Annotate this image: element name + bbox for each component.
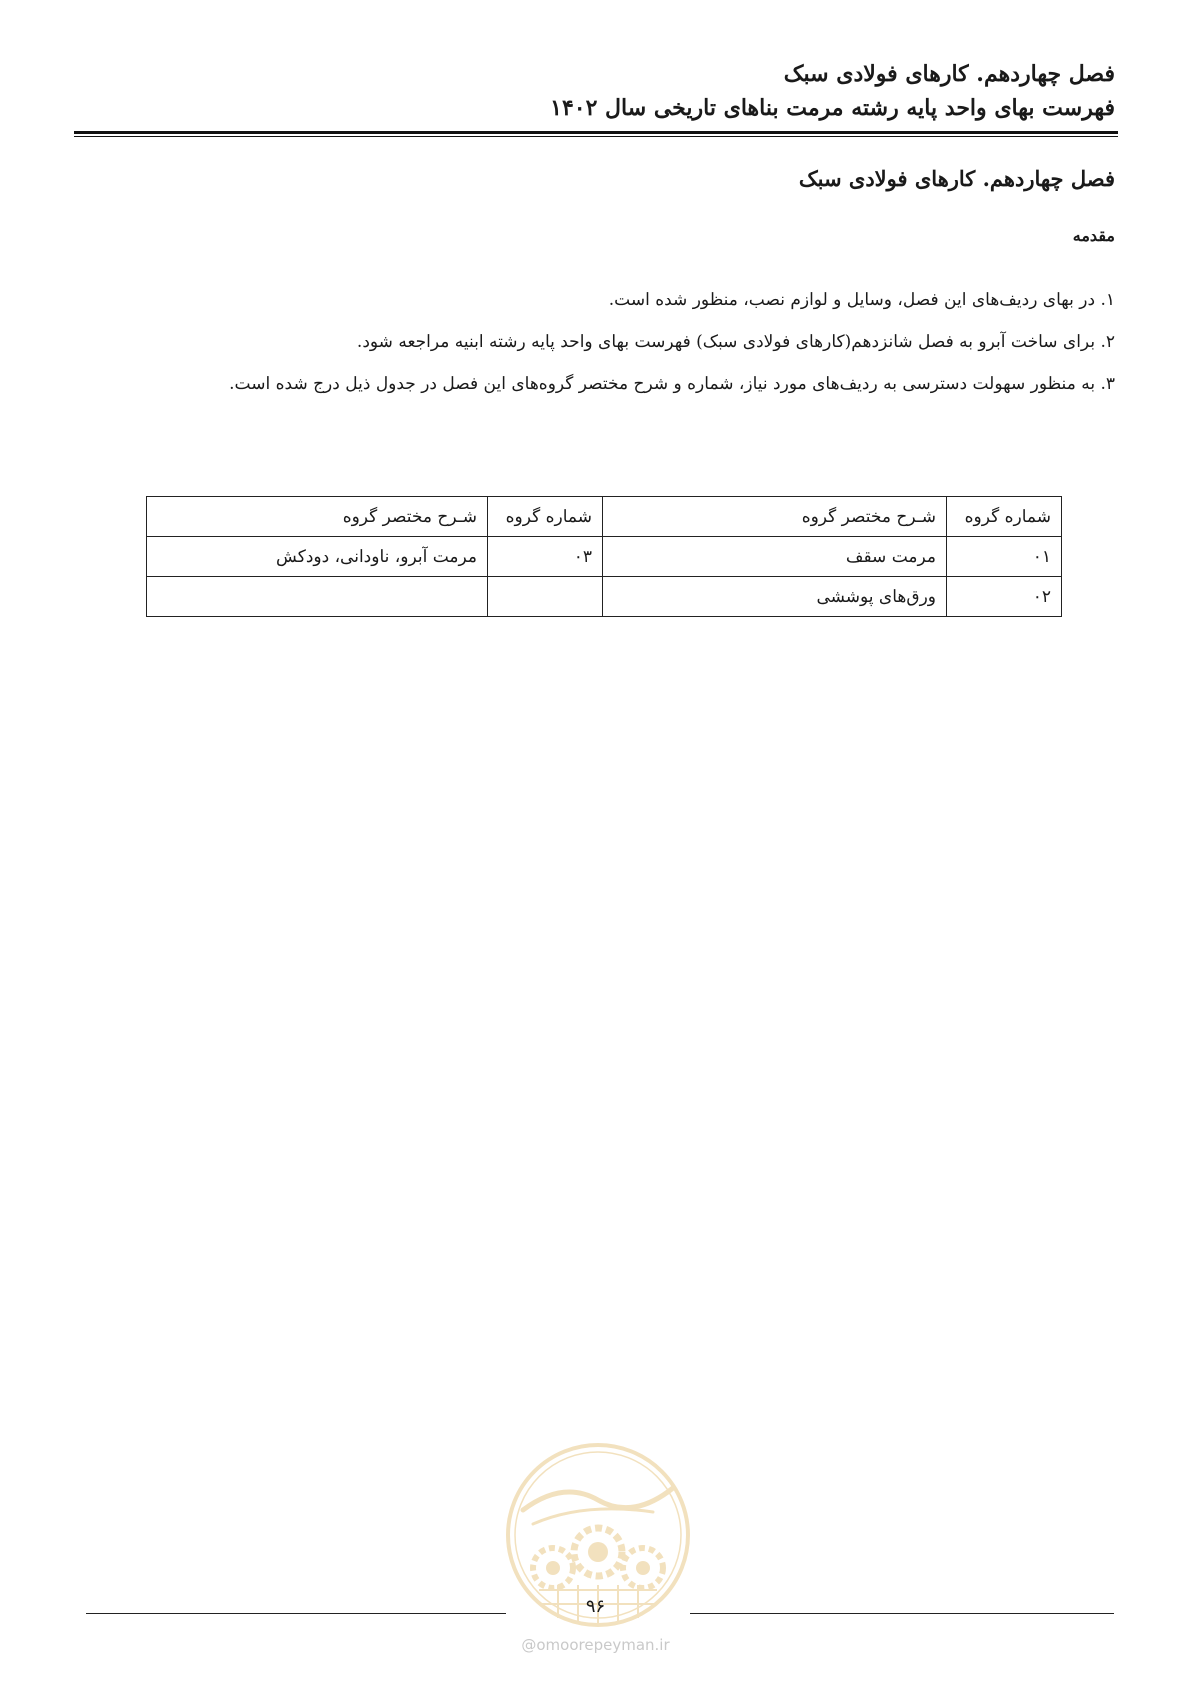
intro-heading: مقدمه (1072, 226, 1115, 245)
table-row (147, 577, 1062, 617)
group-description-cell: مرمت آبرو، ناودانی، دودکش (147, 537, 488, 577)
website-watermark: @omoorepeyman.ir (521, 1636, 670, 1654)
header-group-number: شماره گروه (488, 497, 603, 537)
paragraph-1: ۱. در بهای ردیف‌های این فصل، وسایل و لوازم نصب، منظور شده است. (608, 290, 1115, 310)
groups-table (146, 496, 1062, 617)
group-number-cell: ۰۳ (488, 537, 603, 577)
header-subtitle: فهرست بهای واحد پایه رشته مرمت بناهای تاریخی سال ۱۴۰۲ (550, 95, 1115, 121)
group-description-cell (147, 577, 488, 617)
group-number-cell (488, 577, 603, 617)
header-group-description: شـرح مختصر گروه (147, 497, 488, 537)
page-number: ۹۶ (585, 1596, 606, 1617)
group-number-cell: ۰۲ (947, 577, 1062, 617)
group-number-cell: ۰۱ (947, 537, 1062, 577)
header-group-number: شماره گروه (947, 497, 1062, 537)
paragraph-2: ۲. برای ساخت آبرو به فصل شانزدهم(کارهای فولادی سبک) فهرست بهای واحد پایه رشته ابنیه مراجعه شود. (356, 332, 1115, 352)
header-divider-thick (74, 131, 1118, 134)
header-divider-thin (74, 136, 1118, 137)
group-description-cell: مرمت سقف (603, 537, 947, 577)
group-description-cell: ورق‌های پوششی (603, 577, 947, 617)
header-chapter-title: فصل چهاردهم. کارهای فولادی سبک (783, 61, 1115, 87)
chapter-title: فصل چهاردهم. کارهای فولادی سبک (798, 166, 1115, 191)
table-row (147, 537, 1062, 577)
header-group-description: شـرح مختصر گروه (603, 497, 947, 537)
table-header-row (147, 497, 1062, 537)
paragraph-3: ۳. به منظور سهولت دسترسی به ردیف‌های مورد نیاز، شماره و شرح مختصر گروه‌های این فصل در جدول ذیل درج شده است. (229, 374, 1115, 394)
